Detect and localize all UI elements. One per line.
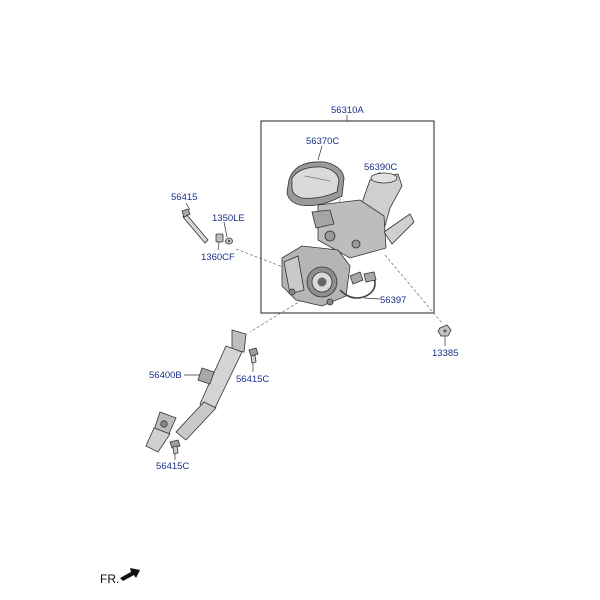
washer-1350le-part bbox=[226, 238, 233, 244]
nut-13385-part bbox=[438, 325, 451, 336]
bolt-56415c-upper-part bbox=[249, 348, 258, 363]
label-1360cf: 1360CF bbox=[201, 252, 235, 263]
label-1350le: 1350LE bbox=[212, 213, 245, 224]
label-56415: 56415 bbox=[171, 192, 198, 203]
motor-cover-56370c-part bbox=[287, 162, 344, 206]
label-56415c-upper: 56415C bbox=[236, 374, 270, 385]
gear-housing-part bbox=[282, 246, 350, 306]
front-direction-label: FR. bbox=[100, 572, 120, 586]
label-56370c: 56370C bbox=[306, 136, 340, 147]
label-56390c: 56390C bbox=[364, 162, 398, 173]
label-56415c-lower: 56415C bbox=[156, 461, 190, 472]
nut-1360cf-part bbox=[216, 234, 223, 242]
label-56400b: 56400B bbox=[149, 370, 182, 381]
label-13385: 13385 bbox=[432, 348, 459, 359]
intermediate-shaft-56400b-part bbox=[146, 330, 246, 452]
arrow-icon bbox=[120, 568, 140, 581]
bolt-56415-part bbox=[182, 209, 208, 243]
label-56397: 56397 bbox=[380, 295, 407, 306]
label-56310a: 56310A bbox=[331, 105, 364, 116]
bolt-56415c-lower-part bbox=[170, 440, 180, 454]
